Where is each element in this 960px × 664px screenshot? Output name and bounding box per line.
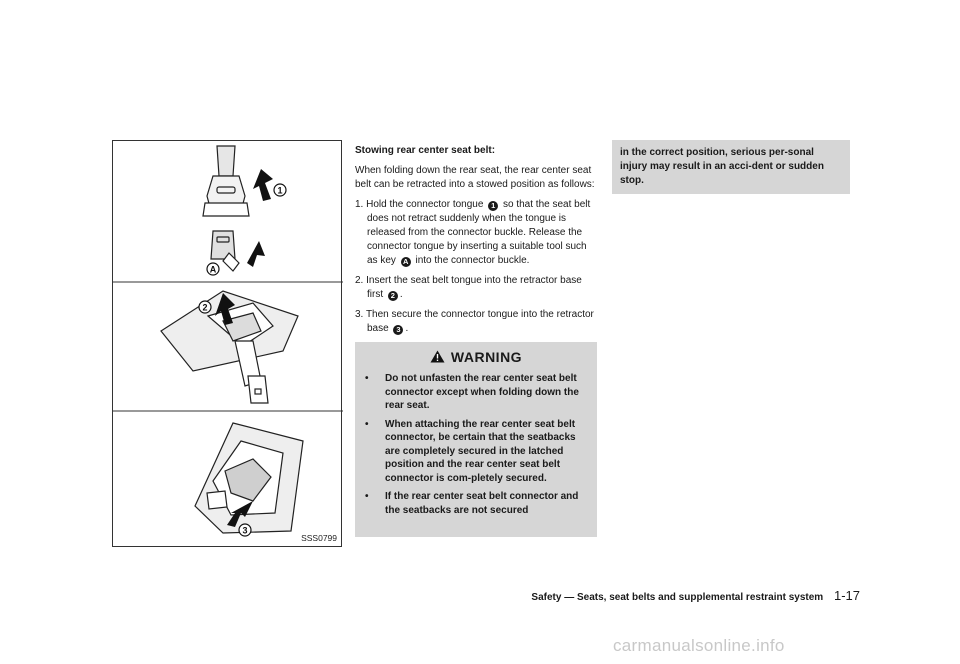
warning-triangle-icon — [430, 350, 445, 363]
callout-marker-1: 1 — [488, 201, 498, 211]
warning-box — [355, 342, 597, 537]
figure-code: SSS0799 — [301, 533, 337, 543]
step-text: into the connector buckle. — [415, 255, 530, 266]
page-number: 1-17 — [833, 588, 860, 603]
footer-section-title: Safety — Seats, seat belts and supplemental restraint system — [531, 592, 824, 603]
callout-marker-2 — [199, 301, 211, 313]
intro-paragraph: When folding down the rear seat, the rear center seat belt can be retracted into a stowed position as follows: — [355, 165, 595, 190]
callout-marker-1 — [274, 184, 286, 196]
warning-continuation: in the correct position, serious per-sonal injury may result in an acci-dent or sudden stop. — [612, 140, 850, 194]
seat-belt-stowing-illustration — [113, 141, 343, 548]
panel-3-drawing — [195, 423, 303, 533]
step-2 — [355, 274, 598, 302]
callout-marker-3 — [239, 524, 251, 536]
callout-marker-2: 2 — [388, 291, 398, 301]
svg-text:1: 1 — [277, 185, 283, 196]
page-footer — [490, 588, 860, 603]
watermark: carmanualsonline.info — [613, 636, 785, 655]
warning-item-text: If the rear center seat belt connector and the seatbacks are not secured — [385, 491, 579, 516]
warning-item-text: When attaching the rear center seat belt connector, be certain that the seatbacks are completely secured in the latched position and the rear center seat belt connector is com-pletely secured. — [385, 418, 576, 484]
continuation-column — [612, 140, 850, 194]
instructions-column — [355, 144, 598, 537]
bullet: • — [365, 491, 369, 502]
arrow-icon — [247, 169, 273, 267]
callout-marker-a: A — [401, 257, 411, 267]
warning-item — [361, 490, 591, 517]
warning-item — [361, 372, 591, 413]
bullet: • — [365, 418, 369, 430]
svg-text:3: 3 — [242, 525, 248, 536]
callout-marker-3: 3 — [393, 325, 403, 335]
illustration-figure — [112, 140, 342, 547]
step-number: 2. — [355, 275, 364, 286]
svg-text:2: 2 — [202, 302, 208, 313]
step-text: Then secure the connector tongue into the retractor base — [365, 309, 594, 334]
warning-title — [361, 350, 591, 364]
step-number: 1. — [355, 199, 364, 210]
step-text: . — [399, 289, 403, 300]
panel-1-drawing — [203, 146, 249, 271]
bullet: • — [365, 373, 369, 384]
step-3 — [355, 308, 598, 336]
warning-item-text: Do not unfasten the rear center seat belt connector except when folding down the rear seat. — [385, 373, 579, 411]
section-heading: Stowing rear center seat belt: — [355, 145, 496, 156]
step-text: Hold the connector tongue — [366, 199, 484, 210]
step-text: . — [405, 323, 409, 334]
step-1 — [355, 198, 598, 268]
warning-item — [361, 418, 591, 486]
callout-marker-a — [207, 263, 219, 275]
svg-text:A: A — [209, 264, 217, 275]
step-text: so that the seat belt does not retract suddenly when the tongue is released from the connector buckle. Release the connector tongue by inserting a suitable tool such as key — [367, 199, 591, 266]
step-text: Insert the seat belt tongue into the retractor base first — [366, 275, 582, 300]
warning-title-text: WARNING — [450, 349, 523, 365]
step-number: 3. — [355, 309, 364, 320]
